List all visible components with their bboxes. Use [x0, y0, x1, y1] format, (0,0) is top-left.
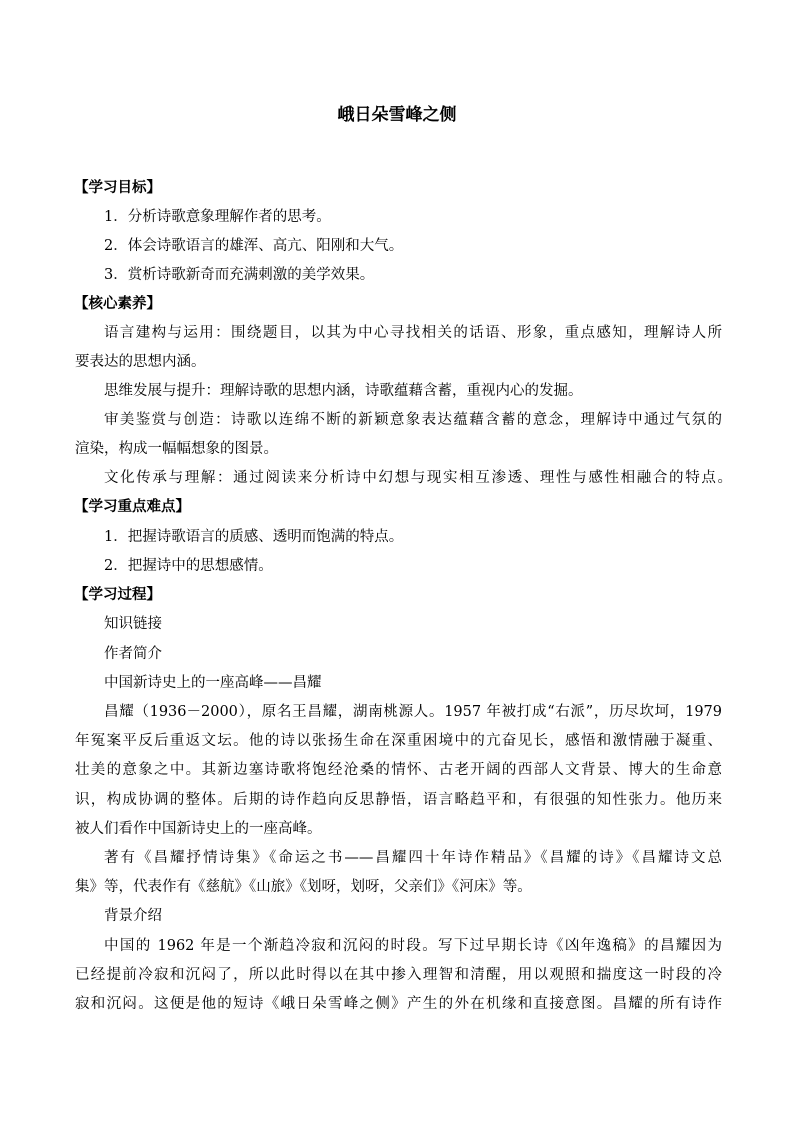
process-line-13: 已经提前冷寂和沉闷了，所以此时得以在其中掺入理智和清醒，用以观照和揣度这一时段的冷 — [75, 967, 722, 983]
literacy-line-5: 渲染，构成一幅幅想象的图景。 — [75, 441, 278, 457]
literacy-heading: 【核心素养】 — [74, 296, 161, 312]
process-line-14: 寂和沉闷。这便是他的短诗《峨日朵雪峰之侧》产生的外在机缘和直接意图。昌耀的所有诗作 — [75, 996, 722, 1012]
process-line-8: 被人们看作中国新诗史上的一座高峰。 — [75, 821, 322, 837]
process-heading: 【学习过程】 — [74, 587, 161, 603]
process-line-2: 作者简介 — [104, 646, 162, 662]
process-line-6: 壮美的意象之中。其新边塞诗歌将饱经沧桑的情怀、古老开阔的西部人文背景、博大的生命意 — [75, 762, 722, 778]
goal-item-3: 3．赏析诗歌新奇而充满刺激的美学效果。 — [104, 267, 375, 283]
literacy-line-2: 要表达的思想内涵。 — [75, 354, 206, 370]
goal-item-2: 2．体会诗歌语言的雄浑、高亢、阳刚和大气。 — [104, 238, 404, 254]
literacy-line-3: 思维发展与提升：理解诗歌的思想内涵，诗歌蕴藉含蓄，重视内心的发掘。 — [104, 383, 583, 399]
goals-heading: 【学习目标】 — [74, 180, 161, 196]
process-line-3: 中国新诗史上的一座高峰——昌耀 — [104, 675, 322, 691]
process-line-7: 识，构成协调的整体。后期的诗作趋向反思静悟，语言略趋平和，有很强的知性张力。他历来 — [75, 792, 722, 808]
process-line-11: 背景介绍 — [104, 908, 162, 924]
process-line-4: 昌耀（1936－2000），原名王昌耀，湖南桃源人。1957 年被打成“右派”，历尽坎坷，1979 — [104, 704, 722, 720]
keypoint-item-2: 2．把握诗中的思想感情。 — [104, 558, 273, 574]
process-line-12: 中国的 1962 年是一个渐趋冷寂和沉闷的时段。写下过早期长诗《凶年逸稿》的昌耀因为 — [104, 938, 722, 954]
literacy-line-4: 审美鉴赏与创造：诗歌以连绵不断的新颖意象表达蕴藉含蓄的意念，理解诗中通过气氛的 — [104, 412, 722, 428]
literacy-line-1: 语言建构与运用：围绕题目，以其为中心寻找相关的话语、形象，重点感知，理解诗人所 — [104, 325, 722, 341]
literacy-line-6: 文化传承与理解：通过阅读来分析诗中幻想与现实相互渗透、理性与感性相融合的特点。 — [104, 470, 732, 486]
process-line-5: 年冤案平反后重返文坛。他的诗以张扬生命在深重困境中的亢奋见长，感悟和激情融于凝重、 — [75, 733, 722, 749]
keypoint-item-1: 1．把握诗歌语言的质感、透明而饱满的特点。 — [104, 529, 404, 545]
goal-item-1: 1．分析诗歌意象理解作者的思考。 — [104, 209, 331, 225]
page-title: 峨日朵雪峰之侧 — [337, 105, 457, 125]
process-line-9: 著有《昌耀抒情诗集》《命运之书——昌耀四十年诗作精品》《昌耀的诗》《昌耀诗文总 — [104, 850, 722, 866]
process-line-10: 集》等，代表作有《慈航》《山旅》《划呀，划呀，父亲们》《河床》等。 — [75, 879, 532, 895]
keypoints-heading: 【学习重点难点】 — [74, 499, 190, 515]
process-line-1: 知识链接 — [104, 616, 162, 632]
